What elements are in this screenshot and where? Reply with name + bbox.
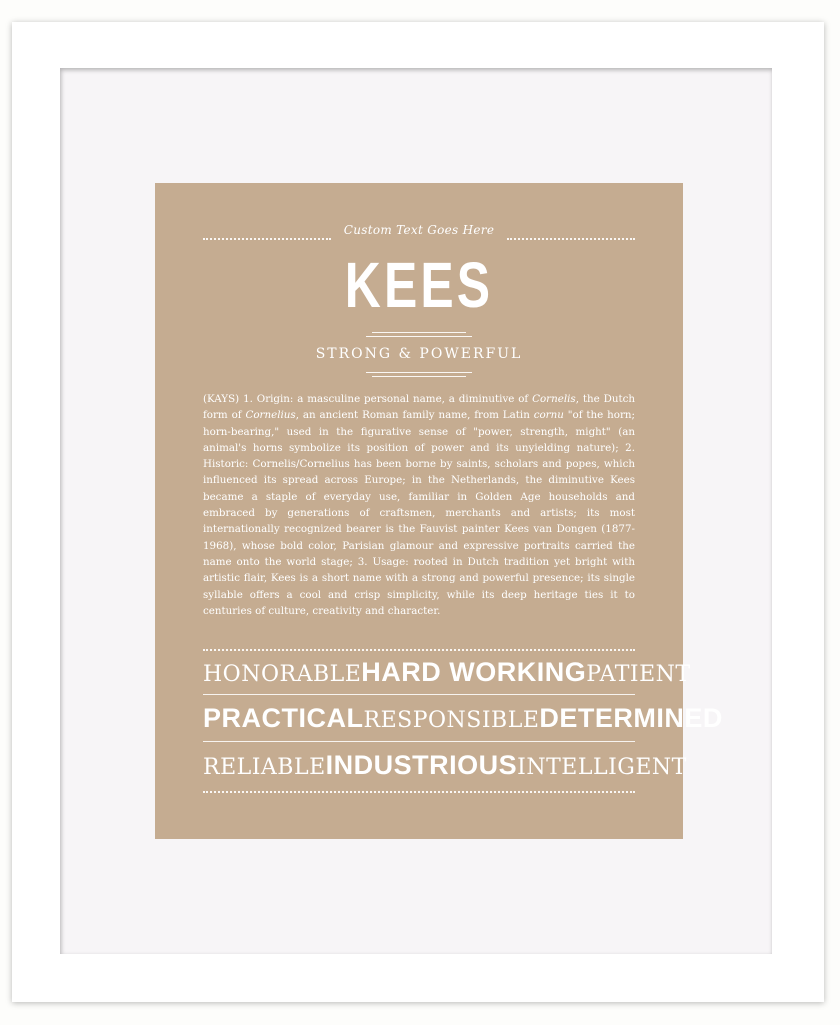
trait: DETERMINED [539,703,723,733]
picture-frame [12,22,824,1002]
trait: INDUSTRIOUS [325,750,518,780]
name-meaning: STRONG & POWERFUL [315,346,523,362]
definition-emphasis: Cornelis [532,393,576,405]
trait: RESPONSIBLE [363,708,540,733]
dotted-rule-right [507,238,635,240]
mat-board [60,68,772,954]
trait: RELIABLE [203,755,326,780]
dotted-rule-traits-top [203,649,635,651]
meaning-underline-rule-2 [372,376,466,377]
dotted-rule-left [203,238,331,240]
meaning-underline-rule [366,372,472,373]
definition-text: 1. Origin: a masculine personal name, a diminutive of [243,393,533,405]
custom-text: Custom Text Goes Here [343,223,495,237]
definition-text: "of the horn; horn-bearing," used in the figurative sense of "power, strength, might" (an animal's horns symbolize its position of power and its unyielding nature); 2. Historic: Cornelis/Cornelius has been borne by saints, scholars and popes, which influenced its spread across Europe; in the Netherlands, the diminutive Kees became a staple of everyday use, familiar in Golden Age households and embraced by generations of craftsmen, merchants and artists; its most internationally recognized bearer is the Fauvist painter Kees van Dongen (1877-1968), whose bold color, Parisian glamour and expressive portraits carried the name onto the world stage; 3. Usage: rooted in Dutch tradition yet bright with artistic flair, Kees is a short name with a strong and powerful presence; its single syllable offers a cool and crisp simplicity, while its deep heritage ties it to centuries of culture, creativity and character. [203,409,635,617]
poster-name: KEES [344,249,494,321]
trait-divider [203,694,635,695]
dotted-rule-traits-bottom [203,791,635,793]
definition-text: , an ancient Roman family name, from Latin [295,409,534,422]
trait: PRACTICAL [203,703,364,733]
trait-row-3 [203,750,687,781]
trait-row-1 [203,657,691,688]
name-definition [203,391,635,619]
trait: HONORABLE [203,662,362,687]
name-poster [155,183,723,839]
name-underline-rule [372,332,466,333]
trait-divider [203,741,635,742]
trait-row-2 [203,703,723,734]
trait: HARD WORKING [361,657,587,687]
trait: PATIENT [586,662,691,687]
trait: INTELLIGENT [517,755,687,780]
definition-text: , the Dutch form of [203,393,636,422]
definition-emphasis: Cornelius [245,409,296,422]
name-underline-rule-2 [366,336,472,337]
definition-emphasis: cornu [533,409,564,422]
pronunciation: (KAYS) [203,393,240,405]
